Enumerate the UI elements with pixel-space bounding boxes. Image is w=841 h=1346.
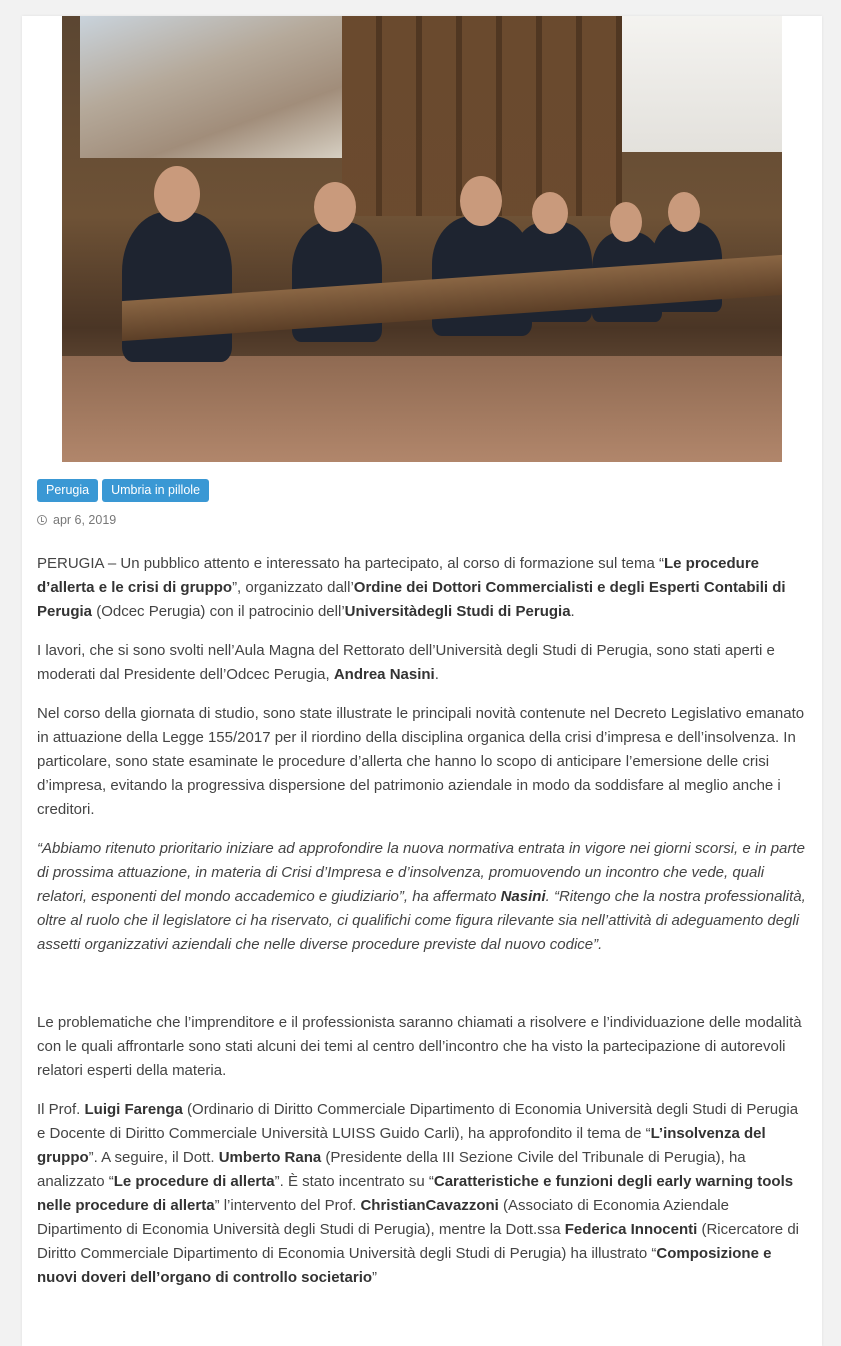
paragraph-speakers: Il Prof. Luigi Farenga (Ordinario di Diritto Commerciale Dipartimento di Economia Università degli Studi di Perugia e Docente di Diritto Commerciale Università LUISS Guido Carli), ha approfondito il tema de “L’insolvenza del gruppo”. A seguire, il Dott. Umberto Rana (Presidente della III Sezione Civile del Tribunale di Perugia), ha analizzato “Le procedure di allerta”. È stato incentrato su “Caratteristiche e funzioni degli early warning tools nelle procedure di allerta” l’intervento del Prof. ChristianCavazzoni (Associato di Economia Aziendale Dipartimento di Economia Università degli Studi di Perugia), mentre la Dott.ssa Federica Innocenti (Ricercatore di Diritto Commerciale Dipartimento di Economia Università degli Studi di Perugia) ha illustrato “Composizione e nuovi doveri dell’organo di controllo societario” [37, 1101, 799, 1286]
article-photo [62, 16, 782, 462]
paragraph-quote: “Abbiamo ritenuto prioritario iniziare ad approfondire la nuova normativa entrata in vigore nei giorni scorsi, e in parte di prossima attuazione, in materia di Crisi d’Impresa e d’insolvenza, promuovendo un incontro che vede, quali relatori, esponenti del mondo accademico e giudiziario”, ha affermato Nasini. “Ritengo che la nostra professionalità, oltre al ruolo che il legislatore ci ha riservato, ci qualifichi come figura rilevante sia nell’attività di adeguamento degli assetti organizzativi aziendali che nelle diverse procedure previste dal nuovo codice”. [37, 840, 806, 953]
article-card [22, 16, 822, 1346]
photo-head [314, 182, 356, 232]
paragraph-intro: PERUGIA – Un pubblico attento e interessato ha partecipato, al corso di formazione sul tema “Le procedure d’allerta e le crisi di gruppo”, organizzato dall’Ordine dei Dottori Commercialisti e degli Esperti Contabili di Perugia (Odcec Perugia) con il patrocinio dell’Universitàdegli Studi di Perugia. [37, 555, 786, 620]
tag-perugia[interactable]: Perugia [37, 479, 98, 502]
article-body [37, 552, 809, 1305]
post-date-label: apr 6, 2019 [53, 513, 117, 527]
photo-floor [62, 356, 782, 462]
tag-umbria-in-pillole[interactable]: Umbria in pillole [102, 479, 209, 502]
photo-head [154, 166, 200, 222]
photo-head [532, 192, 568, 234]
photo-white-screen [622, 16, 782, 152]
category-tags [37, 479, 209, 502]
photo-head [610, 202, 642, 242]
clock-icon [37, 515, 47, 525]
photo-head [668, 192, 700, 232]
paragraph-study-day: Nel corso della giornata di studio, sono state illustrate le principali novità contenute nel Decreto Legislativo emanato in attuazione della Legge 155/2017 per il riordino della disciplina organica della crisi d’impresa e dell’insolvenza. In particolare, sono state esaminate le procedure d’allerta che hanno lo scopo di anticipare l’emersione delle crisi d’impresa, evitando la progressiva dispersione del patrimonio aziendale in modo da soddisfare al meglio anche i creditori. [37, 705, 805, 818]
photo-projection-screen [80, 16, 342, 158]
paragraph-works: I lavori, che si sono svolti nell’Aula Magna del Rettorato dell’Università degli Studi di Perugia, sono stati aperti e moderati dal Presidente dell’Odcec Perugia, Andrea Nasini. [37, 642, 775, 683]
post-date[interactable] [37, 513, 116, 527]
paragraph-problems: Le problematiche che l’imprenditore e il professionista saranno chiamati a risolvere e l’individuazione delle modalità con le quali affrontarle sono stati alcuni dei temi al centro dell’incontro che ha visto la partecipazione di autorevoli relatori esperti della materia. [37, 1014, 802, 1079]
photo-head [460, 176, 502, 226]
spacer [37, 972, 809, 1011]
